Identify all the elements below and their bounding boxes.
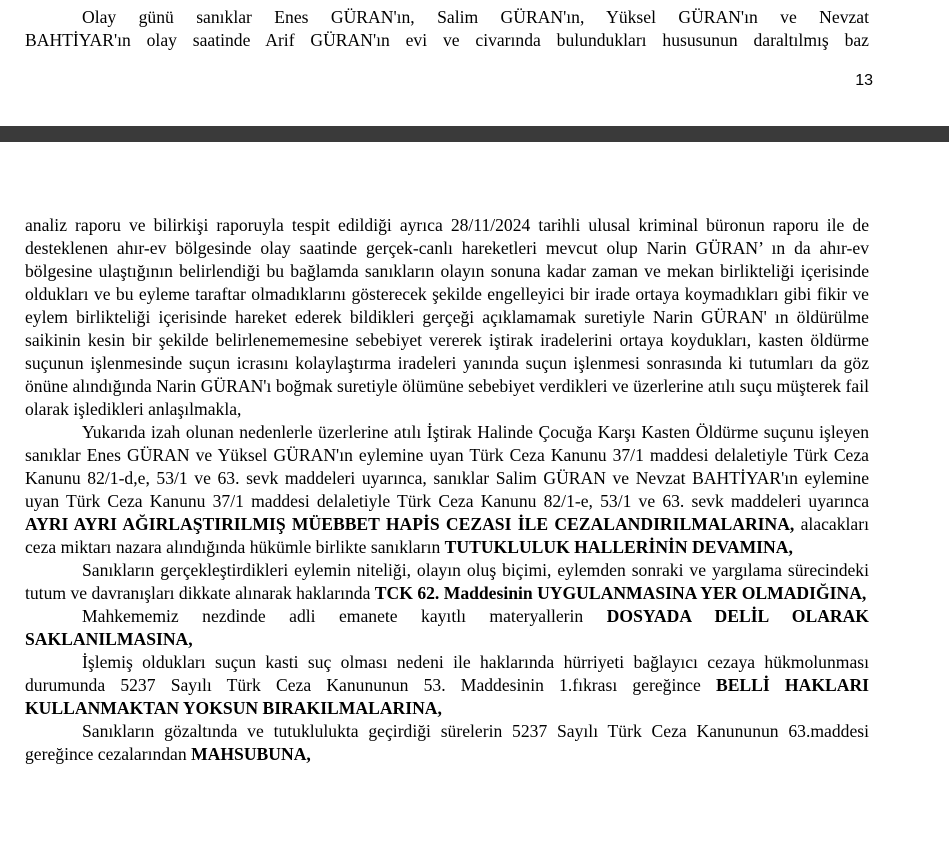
paragraph-2: [25, 421, 869, 559]
paragraph-5: [25, 651, 869, 720]
paragraph-3: [25, 559, 869, 605]
paragraph-6: [25, 720, 869, 766]
paragraph-6-text: Sanıkların gözaltında ve tutuklulukta geçirdiği sürelerin 5237 Sayılı Türk Ceza Kanununun 63.maddesi gereğince cezalarından: [25, 721, 869, 764]
paragraph-3-decision: TCK 62. Maddesinin UYGULANMASINA YER OLMADIĞINA,: [374, 583, 867, 603]
paragraph-5-decision: BELLİ HAKLARI KULLANMAKTAN YOKSUN BIRAKILMALARINA,: [25, 675, 869, 718]
page-number: 13: [855, 72, 873, 89]
page-separator: [0, 126, 949, 142]
previous-page-line-1: Olay günü sanıklar Enes GÜRAN'ın, Salim GÜRAN'ın, Yüksel GÜRAN'ın ve Nevzat: [82, 7, 869, 27]
paragraph-5-text: İşlemiş oldukları suçun kasti suç olması nedeni ile haklarında hürriyeti bağlayıcı cezaya hükmolunması durumunda 5237 Sayılı Türk Ceza Kanununun 53. Maddesinin 1.fıkrası gereğince: [25, 652, 869, 695]
paragraph-4: [25, 605, 869, 651]
paragraph-4-decision: DOSYADA DELİL OLARAK SAKLANILMASINA,: [25, 606, 869, 649]
paragraph-6-decision: MAHSUBUNA,: [191, 744, 311, 764]
previous-page-line-2: BAHTİYAR'ın olay saatinde Arif GÜRAN'ın evi ve civarında bulundukları hususunun daraltılmış baz: [25, 30, 869, 50]
paragraph-2-verdict: AYRI AYRI AĞIRLAŞTIRILMIŞ MÜEBBET HAPİS CEZASI İLE CEZALANDIRILMALARINA,: [25, 514, 795, 534]
previous-page-text: [25, 6, 869, 52]
paragraph-4-text: Mahkememiz nezdinde adli emanete kayıtlı materyallerin: [82, 606, 607, 626]
paragraph-1: analiz raporu ve bilirkişi raporuyla tespit edildiği ayrıca 28/11/2024 tarihli ulusal kriminal büronun raporu ile de desteklenen ahır-ev bölgesinde olay saatinde gerçek-canlı hareketleri mevcut olup Narin GÜRAN’ ın da ahır-ev bölgesine ulaştığının belirlendiği bu bağlamda sanıkların olayın sonuna kadar zaman ve mekan birlikteliği içerisinde oldukları ve bu eyleme taraftar olmadıklarını gösterecek şekilde engelleyici bir irade ortaya koymadıkları gibi fikir ve eylem birlikteliği içerisinde hareket ederek bildikleri gerçeği açıklamamak suretiyle Narin GÜRAN' ın öldürülme saikinin kesin bir şekilde belirlenememesine sebebiyet vererek iştirak iradelerini ortaya koydukları, kasten öldürme suçunun işlenmesinde suçun icrasını kolaylaştırma iradeleri yanında suçun işlenmesi sonrasında ki tutumları da göz önüne alındığında Narin GÜRAN'ı boğmak suretiyle ölümüne sebebiyet verdikleri ve üzerlerine atılı suçu müşterek fail olarak işledikleri anlaşılmakla,: [25, 215, 869, 419]
document-body: [25, 214, 869, 766]
previous-page: [0, 0, 949, 126]
paragraph-2-text-2: alacakları ceza miktarı nazara alındığında hükümle birlikte sanıkların: [25, 514, 869, 557]
paragraph-2-detention: TUTUKLULUK HALLERİNİN DEVAMINA,: [444, 537, 793, 557]
paragraph-2-text: Yukarıda izah olunan nedenlerle üzerlerine atılı İştirak Halinde Çocuğa Karşı Kasten Öldürme suçunu işleyen sanıklar Enes GÜRAN ve Yüksel GÜRAN'ın eylemine uyan Türk Ceza Kanunu 37/1 maddesi delaletiyle Türk Ceza Kanunu 82/1-d,e, 53/1 ve 63. sevk maddeleri uyarınca, sanıklar Salim GÜRAN ve Nevzat BAHTİYAR'ın eylemine uyan Türk Ceza Kanunu 37/1 maddesi delaletiyle Türk Ceza Kanunu 82/1-e, 53/1 ve 63. sevk maddeleri uyarınca: [25, 422, 869, 511]
current-page: [0, 142, 949, 856]
paragraph-3-text: Sanıkların gerçekleştirdikleri eylemin niteliği, olayın oluş biçimi, eylemden sonraki ve yargılama sürecindeki tutum ve davranışları dikkate alınarak haklarında: [25, 560, 869, 603]
